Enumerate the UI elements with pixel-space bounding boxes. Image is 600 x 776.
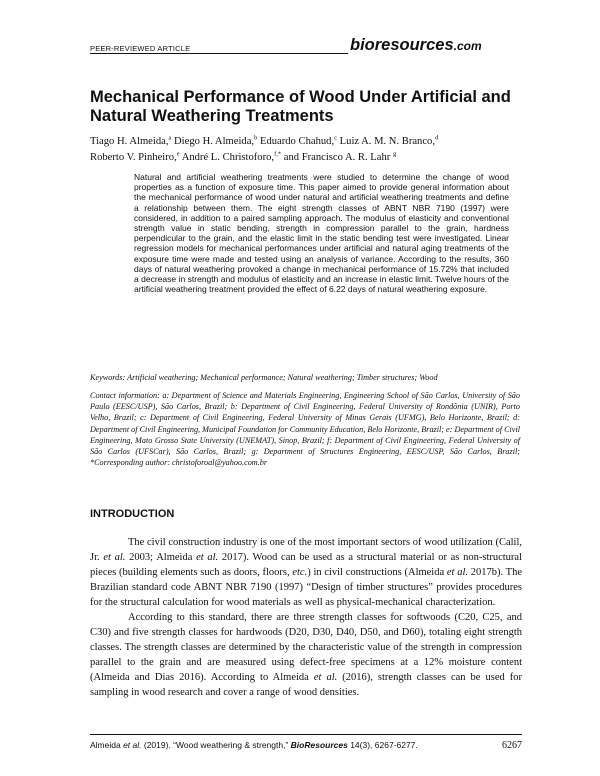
brand-name: bioresources [350, 36, 454, 54]
author: Luiz A. M. N. Branco,$^d$ [339, 134, 439, 147]
citation: Almeida et al. (2019). “Wood weathering & strength,” BioResources 14(3), 6267-6277. [90, 740, 418, 750]
header-rule [90, 53, 348, 54]
page-number: 6267 [502, 740, 522, 751]
paragraph: The civil construction industry is one of the most important sectors of wood utilization (Calil, Jr. et al. 2003; Almeida et al. 2017). Wood can be used as a structural material or as non-structural pieces (building elements such as doors, floors, etc.) in civil constructions (Almeida et al. 2017b). The Brazilian standard code ABNT NBR 7190 (1997) “Design of timber structures” provides procedures for the structural calculation for wood materials as well as physical-mechanical characterization. [90, 537, 523, 608]
abstract: Natural and artificial weathering treatments were studied to determine the change of wood properties as a function of exposure time. This paper aimed to provide general information about the mechanical performance of wood under natural and artificial weathering treatments and define a relationship between them. The eight strength classes of ABNT NBR 7190 (1997) were considered, in addition to a paired sampling approach. The modulus of elasticity and conventional strength value in static bending, strength in compression parallel to the grain, hardness perpendicular to the grain, and the elastic limit in the static bending test were investigated. Linear regression models for mechanical performances under artificial and natural aging treatments of the exposure time were made and tested using an analysis of variance. According to the results, 360 days of natural weathering provoked a change in mechanical performance of 15.72% that included a decrease in strength and modulus of elasticity and an increase in elastic limit. Twelve hours of the artificial weathering treatment provided the effect of 6.22 days of natural weathering exposure. [134, 172, 509, 295]
page-footer [90, 740, 522, 750]
keywords: Keywords: Artificial weathering; Mechanical performance; Natural weathering; Timber structures; Wood [90, 373, 438, 382]
article-title: Mechanical Performance of Wood Under Artificial and Natural Weathering Treatments [90, 88, 511, 125]
footer-rule [90, 734, 522, 735]
author: André L. Christoforo,$^{f,*}$ [181, 150, 282, 163]
brand-suffix: .com [453, 39, 482, 53]
introduction-body [90, 535, 522, 700]
author: Tiago H. Almeida,$^a$ [90, 134, 172, 147]
section-heading-introduction: INTRODUCTION [90, 508, 175, 520]
paragraph: According to this standard, there are three strength classes for softwoods (C20, C25, and C30) and five strength classes for hardwoods (D20, D30, D40, D50, and D60), totaling eight strength classes. The strength classes are determined by the characteristic value of the strength in compression parallel to the grain and are measured using defect-free specimens at a 12% moisture content (Almeida and Dias 2016). According to Almeida et al. (2016), strength classes can be used for sampling in wood research and cover a range of wood densities. [90, 612, 522, 698]
author: Eduardo Chahud,$^c$ [259, 134, 338, 147]
journal-brand [350, 36, 482, 55]
running-header-label: PEER-REVIEWED ARTICLE [90, 44, 191, 53]
author: Diego H. Almeida,$^b$ [174, 134, 258, 147]
author: and Francisco A. R. Lahr $^g$ [283, 150, 397, 163]
author-list [90, 134, 520, 166]
contact-information: Contact information: a: Department of Science and Materials Engineering, Engineering School of São Carlos, University of São Paulo (EESC/USP), São Carlos, Brazil; b: Department of Civil Engineering, Federal University of Rondônia (UNIR), Porto Velho, Brazil; c: Department of Civil Engineering, Federal University of Minas Gerais (UFMG), Belo Horizonte, Brazil; d: Department of Civil Engineering, Municipal Foundation for Community Education, Belo Horizonte, Brazil; e: Department of Civil Engineering, Mato Grosso State University (UNEMAT), Sinop, Brazil; f: Department of Civil Engineering, Federal University of São Carlos (UFSCar), São Carlos, Brazil; g: Department of Structures Engineering, EESC/USP, São Carlos, Brazil; *Corresponding author: christoforoal@yahoo.com.br [90, 391, 520, 468]
author: Roberto V. Pinheiro,$^e$ [90, 150, 180, 163]
